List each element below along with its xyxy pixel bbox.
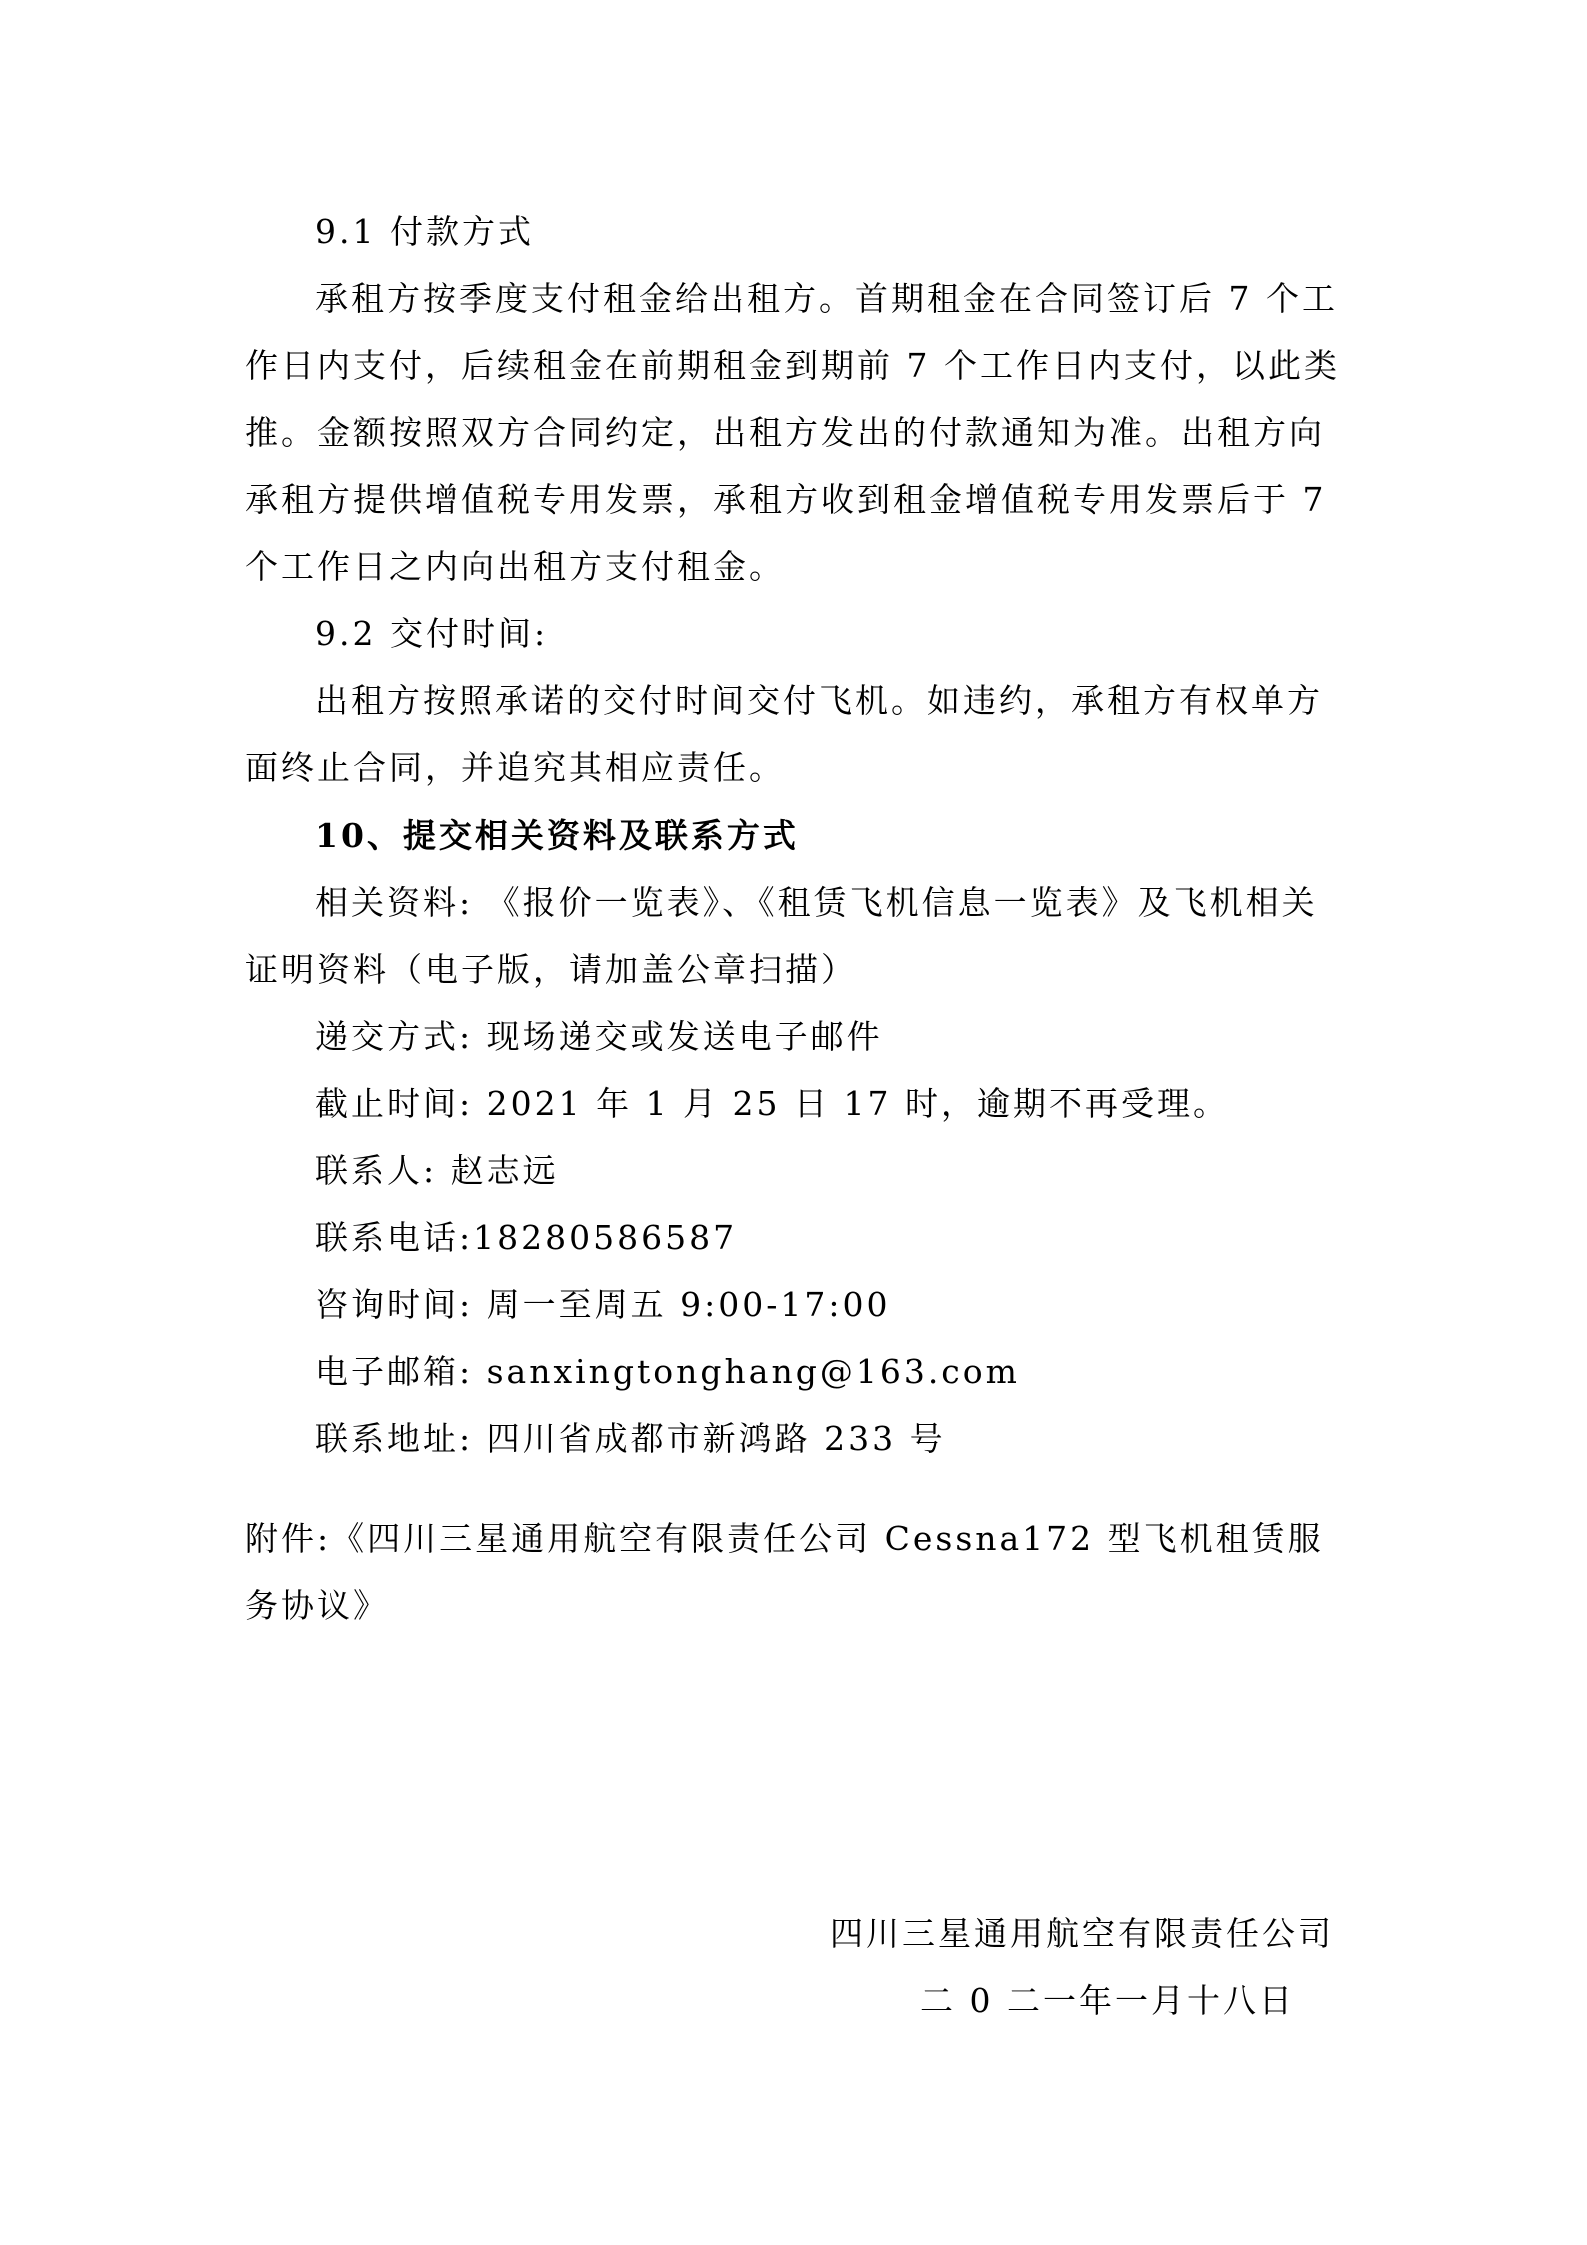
attachment-note: 附件:《四川三星通用航空有限责任公司 Cessna172 型飞机租赁服务协议》 — [245, 1519, 1324, 1625]
section-9-2-heading: 9.2 交付时间: — [315, 614, 549, 653]
section-9-1-heading: 9.1 付款方式 — [315, 212, 534, 251]
section-10-email: 电子邮箱: sanxingtonghang@163.com — [315, 1352, 1020, 1391]
section-10-delivery: 递交方式: 现场递交或发送电子邮件 — [315, 1017, 883, 1056]
section-10-heading: 10、提交相关资料及联系方式 — [315, 816, 799, 855]
signature-company: 四川三星通用航空有限责任公司 — [830, 1914, 1334, 1953]
section-9-2-body: 出租方按照承诺的交付时间交付飞机。如违约，承租方有权单方面终止合同，并追究其相应责任。 — [245, 681, 1323, 787]
section-10-deadline: 截止时间: 2021 年 1 月 25 日 17 时，逾期不再受理。 — [315, 1084, 1229, 1123]
section-10-hours: 咨询时间: 周一至周五 9:00-17:00 — [315, 1285, 891, 1324]
section-10-contact: 联系人: 赵志远 — [315, 1151, 559, 1190]
section-9-1-body: 承租方按季度支付租金给出租方。首期租金在合同签订后 7 个工作日内支付，后续租金在前期租金到期前 7 个工作日内支付，以此类推。金额按照双方合同约定，出租方发出的付款通知为准。出租方向承租方提供增值税专用发票，承租方收到租金增值税专用发票后于 7 个工作日之内向出租方支付租金。 — [245, 279, 1340, 586]
signature-date: 二 0 二一年一月十八日 — [920, 1981, 1295, 2020]
section-10-address: 联系地址: 四川省成都市新鸿路 233 号 — [315, 1419, 946, 1458]
section-10-materials: 相关资料: 《报价一览表》、《租赁飞机信息一览表》及飞机相关证明资料（电子版，请加盖公章扫描） — [245, 883, 1318, 989]
section-10-phone: 联系电话:18280586587 — [315, 1218, 738, 1257]
